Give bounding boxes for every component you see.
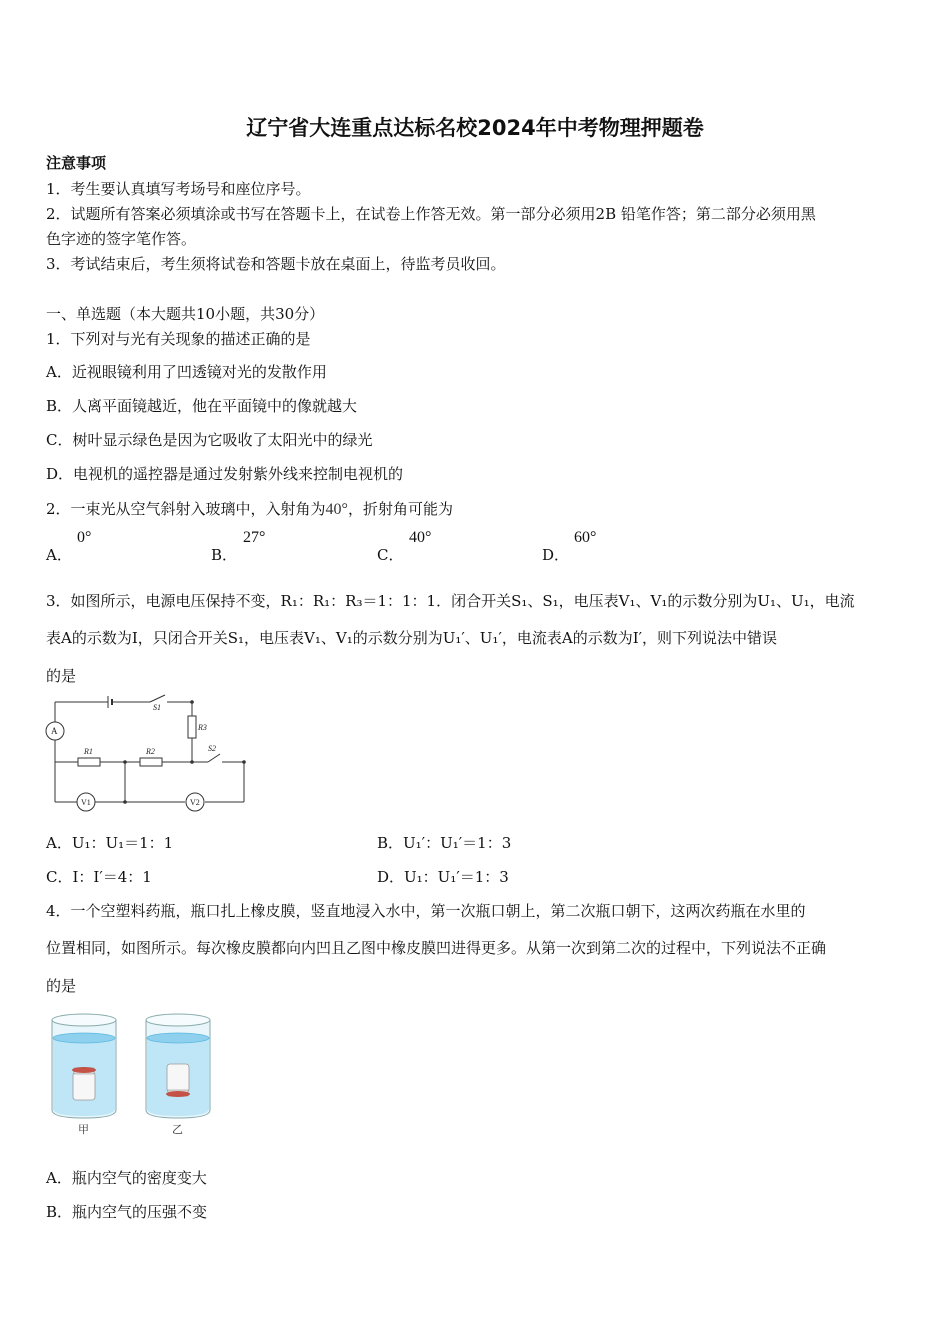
section-heading: 一、单选题（本大题共10小题，共30分） xyxy=(46,305,325,323)
resistor-r3-label: R3 xyxy=(198,723,207,732)
page-title: 辽宁省大连重点达标名校2024年中考物理押题卷 xyxy=(246,116,704,140)
membrane xyxy=(166,1091,190,1097)
question-2-option-a-value: 0° xyxy=(77,529,92,546)
beaker-figure xyxy=(46,1008,221,1143)
question-3-stem-line: 表A的示数为I，只闭合开关S₁，电压表V₁、V₁的示数分别为U₁′、U₁′，电流表A的示数为I′，则下列说法中错误 xyxy=(46,629,778,647)
beaker-label-jia: 甲 xyxy=(78,1123,89,1136)
question-2-option-c-label: C． xyxy=(377,546,404,564)
junction-dot xyxy=(123,800,127,804)
question-1-stem: 1．下列对与光有关现象的描述正确的是 xyxy=(46,330,311,348)
circuit-diagram xyxy=(40,690,255,815)
switch-s1-blade xyxy=(150,695,165,702)
beaker-jia xyxy=(52,1014,116,1118)
switch-s2-label: S2 xyxy=(208,744,216,753)
question-3-option-b: B．U₁′：U₁′＝1：3 xyxy=(377,834,512,852)
notice-heading: 注意事项 xyxy=(46,154,107,172)
question-1-option-c: C．树叶显示绿色是因为它吸收了太阳光中的绿光 xyxy=(46,431,373,449)
question-2-option-c-value: 40° xyxy=(409,529,432,546)
ammeter-label: A xyxy=(51,726,58,736)
question-2-option-a-label: A． xyxy=(46,546,72,564)
question-2-stem-post: ，折射角可能为 xyxy=(347,500,453,518)
question-2-option-b-label: B． xyxy=(211,546,238,564)
resistor-r1-label: R1 xyxy=(84,747,93,756)
switch-s1-label: S1 xyxy=(153,703,161,712)
question-4-option-b: B．瓶内空气的压强不变 xyxy=(46,1203,208,1221)
question-2-stem-pre: 2．一束光从空气斜射入玻璃中，入射角为 xyxy=(46,500,326,518)
notice-item: 1．考生要认真填写考场号和座位序号。 xyxy=(46,180,311,198)
question-4-stem-line: 位置相同，如图所示。每次橡皮膜都向内凹且乙图中橡皮膜凹进得更多。从第一次到第二次的过程中，下列说法不正确 xyxy=(46,939,827,957)
question-4-stem-line: 的是 xyxy=(46,977,77,995)
question-2-option-d-value: 60° xyxy=(574,529,597,546)
question-1-option-a: A．近视眼镜利用了凹透镜对光的发散作用 xyxy=(46,363,327,381)
membrane xyxy=(72,1067,96,1073)
question-3-option-d: D．U₁：U₁′＝1：3 xyxy=(377,868,509,886)
resistor-r2 xyxy=(140,758,162,766)
question-3-option-a: A．U₁：U₁＝1：1 xyxy=(46,834,174,852)
question-3-stem-line: 3．如图所示，电源电压保持不变，R₁：R₁：R₃＝1：1：1．闭合开关S₁、S₁，电压表V₁、V₁的示数分别为U₁、U₁，电流 xyxy=(46,592,855,610)
question-1-option-b: B．人离平面镜越近，他在平面镜中的像就越大 xyxy=(46,397,358,415)
question-2-stem-angle: 40° xyxy=(325,501,348,518)
resistor-r2-label: R2 xyxy=(146,747,155,756)
switch-s2-blade xyxy=(208,754,220,762)
question-3-stem-line: 的是 xyxy=(46,667,77,685)
question-2-stem xyxy=(46,498,453,519)
junction-dot xyxy=(242,760,246,764)
question-3-option-c: C．I：I′＝4：1 xyxy=(46,868,152,886)
beaker-yi xyxy=(146,1014,210,1118)
junction-dot xyxy=(123,760,127,764)
question-1-option-d: D．电视机的遥控器是通过发射紫外线来控制电视机的 xyxy=(46,465,404,483)
voltmeter-v1-label: V1 xyxy=(81,798,91,807)
question-4-stem-line: 4．一个空塑料药瓶，瓶口扎上橡皮膜，竖直地浸入水中，第一次瓶口朝上，第二次瓶口朝下，这两次药瓶在水里的 xyxy=(46,902,806,920)
question-2-option-d-label: D． xyxy=(542,546,570,564)
notice-item: 2．试题所有答案必须填涂或书写在答题卡上，在试卷上作答无效。第一部分必须用2B 铅笔作答；第二部分必须用黑 xyxy=(46,205,816,223)
resistor-r1 xyxy=(78,758,100,766)
question-4-option-a: A．瓶内空气的密度变大 xyxy=(46,1169,207,1187)
junction-dot xyxy=(190,700,194,704)
resistor-r3 xyxy=(188,716,196,738)
notice-item: 3．考试结束后，考生须将试卷和答题卡放在桌面上，待监考员收回。 xyxy=(46,255,506,273)
question-2-option-b-value: 27° xyxy=(243,529,266,546)
junction-dot xyxy=(190,760,194,764)
notice-item: 色字迹的签字笔作答。 xyxy=(46,230,197,248)
voltmeter-v2-label: V2 xyxy=(190,798,200,807)
beaker-label-yi: 乙 xyxy=(172,1123,183,1136)
